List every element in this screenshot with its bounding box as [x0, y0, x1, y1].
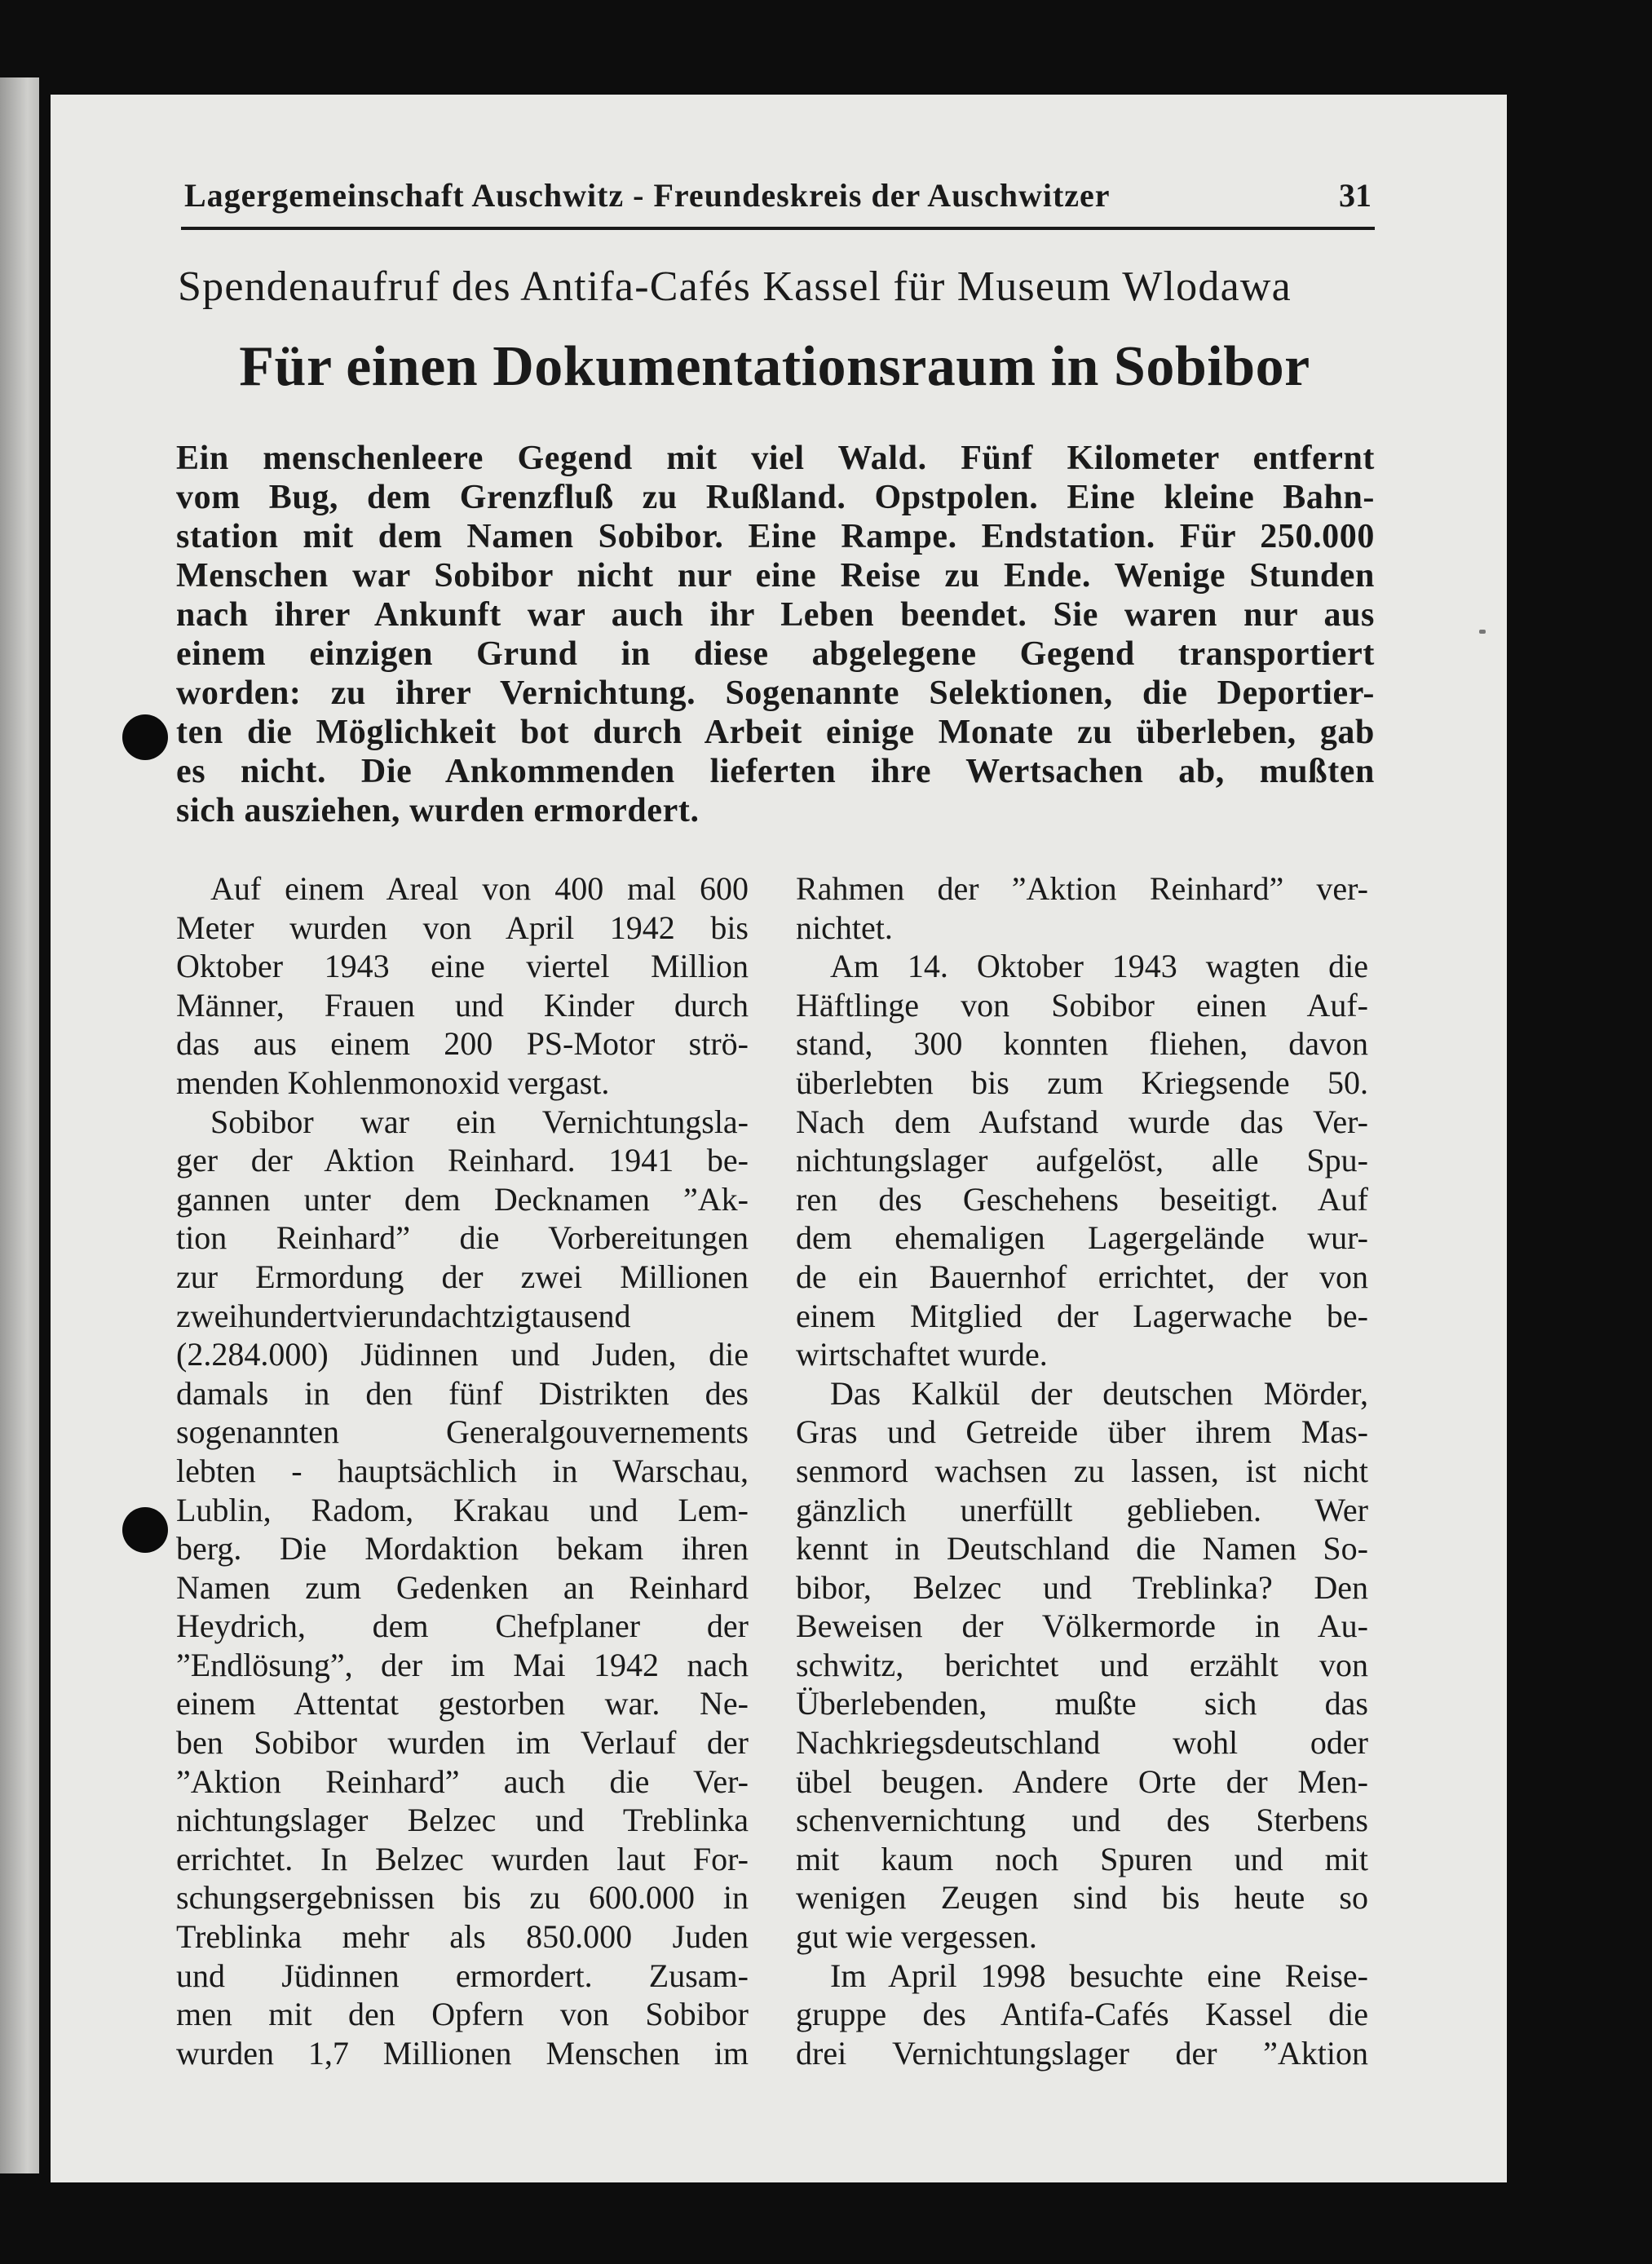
body-line: Nach dem Aufstand wurde das Ver-: [796, 1103, 1368, 1140]
body-line: Das Kalkül der deutschen Mörder,: [830, 1374, 1368, 1412]
body-line: nichtungslager aufgelöst, alle Spu-: [796, 1142, 1368, 1179]
body-line: gut wie vergessen.: [796, 1918, 1037, 1956]
body-line: schenvernichtung und des Sterbens: [796, 1802, 1368, 1839]
body-line: gannen unter dem Decknamen ”Ak-: [176, 1180, 749, 1218]
body-line: wurden 1,7 Millionen Menschen im: [176, 2034, 749, 2072]
body-line: berg. Die Mordaktion bekam ihren: [176, 1530, 749, 1568]
body-line: wirtschaftet wurde.: [796, 1336, 1048, 1373]
body-line: Auf einem Areal von 400 mal 600: [210, 870, 749, 907]
body-line: lebten - hauptsächlich in Warschau,: [176, 1452, 749, 1489]
body-line: nichtungslager Belzec und Treblinka: [176, 1802, 749, 1839]
body-line: Meter wurden von April 1942 bis: [176, 909, 749, 946]
body-line: gänzlich unerfüllt geblieben. Wer: [796, 1491, 1368, 1528]
body-line: einem Mitglied der Lagerwache be-: [796, 1297, 1368, 1334]
running-header-title: Lagergemeinschaft Auschwitz - Freundeskreis der Auschwitzer: [184, 177, 1111, 214]
body-line: das aus einem 200 PS-Motor strö-: [176, 1025, 749, 1063]
body-line: Oktober 1943 eine viertel Million: [176, 948, 749, 985]
article-headline: Für einen Dokumentationsraum in Sobibor: [239, 335, 1310, 398]
lead-line: worden: zu ihrer Vernichtung. Sogenannte Selektionen, die Deportier-: [176, 674, 1375, 712]
lead-line: Menschen war Sobibor nicht nur eine Reise zu Ende. Wenige Stunden: [176, 557, 1375, 595]
body-line: Namen zum Gedenken an Reinhard: [176, 1568, 749, 1606]
body-line: men mit den Opfern von Sobibor: [176, 1996, 749, 2033]
lead-line: einem einzigen Grund in diese abgelegene Gegend transportiert: [176, 635, 1375, 673]
body-line: bibor, Belzec und Treblinka? Den: [796, 1568, 1368, 1606]
lead-line: nach ihrer Ankunft war auch ihr Leben beendet. Sie waren nur aus: [176, 596, 1375, 634]
body-line: stand, 300 konnten fliehen, davon: [796, 1025, 1368, 1063]
lead-line: ten die Möglichkeit bot durch Arbeit einige Monate zu überleben, gab: [176, 714, 1375, 751]
body-line: kennt in Deutschland die Namen So-: [796, 1530, 1368, 1568]
body-line: menden Kohlenmonoxid vergast.: [176, 1063, 610, 1101]
article-kicker: Spendenaufruf des Antifa-Cafés Kassel für Museum Wlodawa: [178, 263, 1292, 310]
body-line: Treblinka mehr als 850.000 Juden: [176, 1918, 749, 1956]
body-line: Am 14. Oktober 1943 wagten die: [830, 948, 1368, 985]
body-column-right: [796, 869, 1368, 2072]
body-line: drei Vernichtungslager der ”Aktion: [796, 2034, 1368, 2072]
body-line: de ein Bauernhof errichtet, der von: [796, 1258, 1368, 1295]
body-line: ren des Geschehens beseitigt. Auf: [796, 1180, 1368, 1218]
body-line: schwitz, berichtet und erzählt von: [796, 1646, 1368, 1683]
body-line: damals in den fünf Distrikten des: [176, 1374, 749, 1412]
body-line: Rahmen der ”Aktion Reinhard” ver-: [796, 870, 1368, 907]
body-line: übel beugen. Andere Orte der Men-: [796, 1762, 1368, 1800]
body-line: ”Endlösung”, der im Mai 1942 nach: [176, 1646, 749, 1683]
body-line: errichtet. In Belzec wurden laut For-: [176, 1840, 749, 1877]
running-header: [181, 173, 1375, 230]
lead-line: vom Bug, dem Grenzfluß zu Rußland. Opstpolen. Eine kleine Bahn-: [176, 479, 1375, 516]
punch-hole-top: [122, 714, 168, 760]
lead-line: station mit dem Namen Sobibor. Eine Rampe. Endstation. Für 250.000: [176, 518, 1375, 555]
body-line: tion Reinhard” die Vorbereitungen: [176, 1219, 749, 1257]
body-line: Lublin, Radom, Krakau und Lem-: [176, 1491, 749, 1528]
body-line: einem Attentat gestorben war. Ne-: [176, 1685, 749, 1722]
body-line: wenigen Zeugen sind bis heute so: [796, 1879, 1368, 1917]
body-line: ben Sobibor wurden im Verlauf der: [176, 1724, 749, 1762]
body-line: dem ehemaligen Lagergelände wur-: [796, 1219, 1368, 1257]
body-line: Im April 1998 besuchte eine Reise-: [830, 1957, 1368, 1994]
body-line: gruppe des Antifa-Cafés Kassel die: [796, 1996, 1368, 2033]
body-line: zur Ermordung der zwei Millionen: [176, 1258, 749, 1295]
body-line: (2.284.000) Jüdinnen und Juden, die: [176, 1336, 749, 1373]
body-line: mit kaum noch Spuren und mit: [796, 1840, 1368, 1877]
body-line: Häftlinge von Sobibor einen Auf-: [796, 986, 1368, 1024]
article-lead: [176, 439, 1375, 830]
body-line: zweihundertvierundachtzigtausend: [176, 1297, 631, 1334]
body-line: Sobibor war ein Vernichtungsla-: [210, 1103, 749, 1140]
body-line: sogenannten Generalgouvernements: [176, 1413, 749, 1451]
body-line: Heydrich, dem Chefplaner der: [176, 1607, 749, 1645]
body-line: ”Aktion Reinhard” auch die Ver-: [176, 1762, 749, 1800]
body-line: Nachkriegsdeutschland wohl oder: [796, 1724, 1368, 1762]
body-line: senmord wachsen zu lassen, ist nicht: [796, 1452, 1368, 1489]
body-column-left: [176, 869, 749, 2072]
body-line: schungsergebnissen bis zu 600.000 in: [176, 1879, 749, 1917]
page-number: 31: [1339, 177, 1372, 214]
lead-line: Ein menschenleere Gegend mit viel Wald. Fünf Kilometer entfernt: [176, 440, 1375, 477]
body-line: nichtet.: [796, 909, 893, 946]
punch-hole-bottom: [122, 1507, 168, 1553]
body-line: und Jüdinnen ermordert. Zusam-: [176, 1957, 749, 1994]
body-line: Gras und Getreide über ihrem Mas-: [796, 1413, 1368, 1451]
lead-line: sich ausziehen, wurden ermordert.: [176, 792, 700, 829]
body-line: ger der Aktion Reinhard. 1941 be-: [176, 1142, 749, 1179]
lead-line: es nicht. Die Ankommenden lieferten ihre Wertsachen ab, mußten: [176, 753, 1375, 790]
paper-speck: [1479, 630, 1486, 634]
body-line: Überlebenden, mußte sich das: [796, 1685, 1368, 1722]
body-line: Beweisen der Völkermorde in Au-: [796, 1607, 1368, 1645]
facing-page-edge: [0, 77, 39, 2173]
body-line: Männer, Frauen und Kinder durch: [176, 986, 749, 1024]
body-line: überlebten bis zum Kriegsende 50.: [796, 1063, 1368, 1101]
